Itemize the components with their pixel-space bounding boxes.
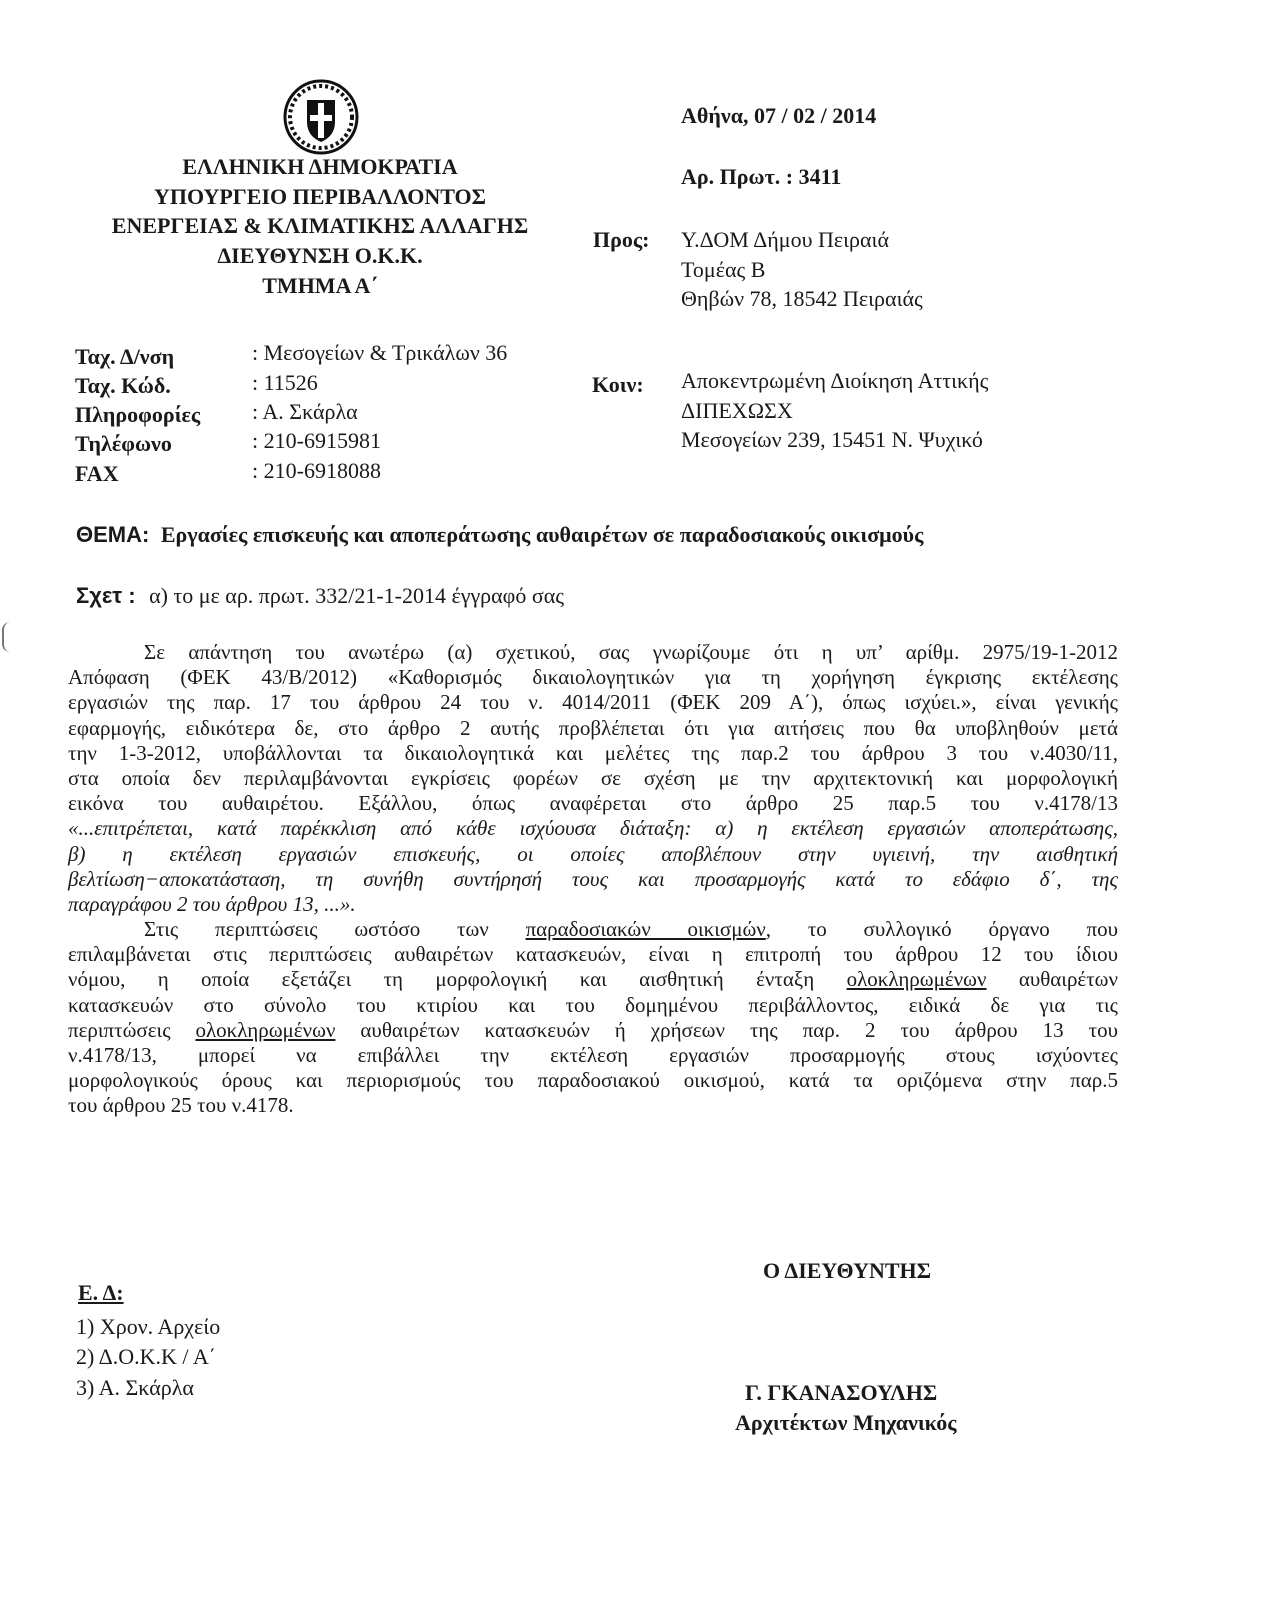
document-date: Αθήνα, 07 / 02 / 2014 [681, 103, 877, 128]
reference-text: α) το με αρ. πρωτ. 332/21-1-2014 έγγραφό σας [149, 583, 564, 608]
quote-line: β) η εκτέλεση εργασιών επισκευής, οι οποίες αποβλέπουν στην υγιεινή, την αισθητική [68, 841, 1118, 866]
body-line: εικόνα του αυθαιρέτου. Εξάλλου, όπως αναφέρεται στο άρθρο 25 παρ.5 του ν.4178/13 [68, 791, 1118, 816]
signatory-role: Αρχιτέκτων Μηχανικός [735, 1410, 957, 1435]
body-line: εφαρμογής, ειδικότερα δε, στο άρθρο 2 αυτής προβλέπεται ότι για αιτήσεις που θα υποβληθούν μετά [68, 715, 1118, 740]
recipient-line: Θηβών 78, 18542 Πειραιάς [681, 286, 923, 312]
recipient-label: Προς: [593, 227, 650, 252]
cc-label: Κοιν: [592, 372, 644, 397]
org-line: ΕΛΛΗΝΙΚΗ ΔΗΜΟΚΡΑΤΙΑ [182, 154, 458, 179]
distribution-list [76, 1312, 220, 1403]
contact-label: FAX [75, 461, 119, 486]
distribution-item: 3) Α. Σκάρλα [76, 1374, 194, 1400]
contact-label: Ταχ. Κώδ. [75, 373, 171, 398]
contact-label: Πληροφορίες [75, 402, 201, 427]
contact-label: Ταχ. Δ/νση [75, 344, 175, 369]
body-line [68, 967, 1118, 992]
contact-value: : 210-6915981 [252, 428, 381, 453]
issuing-authority-block [60, 152, 580, 300]
reference-label: Σχετ : [76, 583, 136, 608]
body-line: Απόφαση (ΦΕΚ 43/Β/2012) «Καθορισμός δικαιολογητικών για τη χορήγηση έγκρισης εκτέλεσης [68, 665, 1118, 690]
reference-line [76, 583, 564, 609]
protocol-number: Αρ. Πρωτ. : 3411 [681, 164, 842, 189]
body-line: επιλαμβάνεται στις περιπτώσεις αυθαιρέτων κατασκευών, είναι η επιτροπή του άρθρου 12 του ίδιου [68, 942, 1118, 967]
body-line: εργασιών της παρ. 17 του άρθρου 24 του ν. 4014/2011 (ΦΕΚ 209 Α΄), όπως ισχύει.», είναι γενικής [68, 690, 1118, 715]
subject-line [76, 522, 923, 548]
cc-line: Μεσογείων 239, 15451 Ν. Ψυχικό [681, 427, 983, 453]
body-line [68, 917, 1118, 942]
body-text: αυθαιρέτων κατασκευών ή χρήσεων της παρ. 2 του άρθρου 13 του [335, 1017, 1118, 1042]
recipient-line: Υ.ΔΟΜ Δήμου Πειραιά [681, 227, 889, 252]
body-text: περιπτώσεις [68, 1017, 196, 1042]
contact-value: : Α. Σκάρλα [252, 399, 358, 424]
signatory-name: Γ. ΓΚΑΝΑΣΟΥΛΗΣ [745, 1380, 938, 1405]
distribution-item: 2) Δ.Ο.Κ.Κ / Α΄ [76, 1344, 217, 1370]
body-line [68, 1018, 1118, 1043]
org-line: ΤΜΗΜΑ Α΄ [262, 272, 378, 298]
quote-line: βελτίωση−αποκατάσταση, τη συνήθη συντήρησή τους και προσαρμογής κατά το εδάφιο δ΄, της [68, 866, 1118, 891]
body-text: αυθαιρέτων [986, 967, 1119, 992]
contact-value: : 210-6918088 [252, 458, 381, 483]
body-line: ν.4178/13, μπορεί να επιβάλλει την εκτέλεση εργασιών προσαρμογής στους ισχύοντες [68, 1043, 1118, 1067]
underlined-text: παραδοσιακών οικισμών [525, 917, 766, 942]
underlined-text: ολοκληρωμένων [195, 1017, 336, 1042]
scan-mark [2, 622, 18, 652]
body-text: , το συλλογικό όργανο που [765, 917, 1118, 942]
body-line: του άρθρου 25 του ν.4178. [68, 1093, 294, 1118]
body-line: την 1-3-2012, υποβάλλονται τα δικαιολογητικά και μελέτες της παρ.2 του άρθρου 3 του ν.4030/11, [68, 740, 1118, 765]
subject-label: ΘΕΜΑ: [76, 522, 150, 547]
body-line: στα οποία δεν περιλαμβάνονται εγκρίσεις φορέων σε σχέση με την αρχιτεκτονική και μορφολογική [68, 765, 1118, 790]
contact-label: Τηλέφωνο [75, 431, 172, 456]
body-line: Σε απάντηση του ανωτέρω (α) σχετικού, σας γνωρίζουμε ότι η υπ’ αρίθμ. 2975/19-1-2012 [144, 640, 1118, 664]
contact-value: : 11526 [252, 370, 318, 395]
signature-title: Ο ΔΙΕΥΘΥΝΤΗΣ [763, 1258, 932, 1283]
greek-coat-of-arms-emblem [282, 78, 360, 156]
underlined-text: ολοκληρωμένων [846, 967, 987, 992]
org-line: ΥΠΟΥΡΓΕΙΟ ΠΕΡΙΒΑΛΛΟΝΤΟΣ [153, 183, 487, 209]
quote-line: παραγράφου 2 του άρθρου 13, ...». [68, 891, 356, 916]
recipient-block [681, 225, 923, 314]
body-text: Στις περιπτώσεις ωστόσο των [144, 917, 526, 942]
quote-line: «...επιτρέπεται, κατά παρέκκλιση από κάθε ισχύουσα διάταξη: α) η εκτέλεση εργασιών αποπεράτωσης, [68, 816, 1118, 841]
body-text: νόμου, η οποία εξετάζει τη μορφολογική και αισθητική ένταξη [68, 967, 847, 992]
recipient-line: Τομέας Β [681, 256, 766, 282]
body-line: μορφολογικούς όρους και περιορισμούς του παραδοσιακού οικισμού, κατά τα οριζόμενα στην παρ.5 [68, 1068, 1118, 1093]
distribution-item: 1) Χρον. Αρχείο [76, 1314, 221, 1339]
org-line: ΕΝΕΡΓΕΙΑΣ & ΚΛΙΜΑΤΙΚΗΣ ΑΛΛΑΓΗΣ [111, 213, 529, 239]
body-line: κατασκευών στο σύνολο του κτιρίου και του δομημένου περιβάλλοντος, ειδικά δε για τις [68, 992, 1118, 1017]
letter-body [68, 640, 1118, 1119]
cc-block [681, 366, 988, 455]
contact-value: : Μεσογείων & Τρικάλων 36 [252, 340, 508, 365]
distribution-label: Ε. Δ: [78, 1280, 124, 1305]
cc-line: Αποκεντρωμένη Διοίκηση Αττικής [681, 368, 989, 393]
org-line: ΔΙΕΥΘΥΝΣΗ Ο.Κ.Κ. [217, 243, 423, 269]
subject-text: Εργασίες επισκευής και αποπεράτωσης αυθαιρέτων σε παραδοσιακούς οικισμούς [160, 522, 924, 547]
cc-line: ΔΙΠΕΧΩΣΧ [681, 397, 793, 423]
